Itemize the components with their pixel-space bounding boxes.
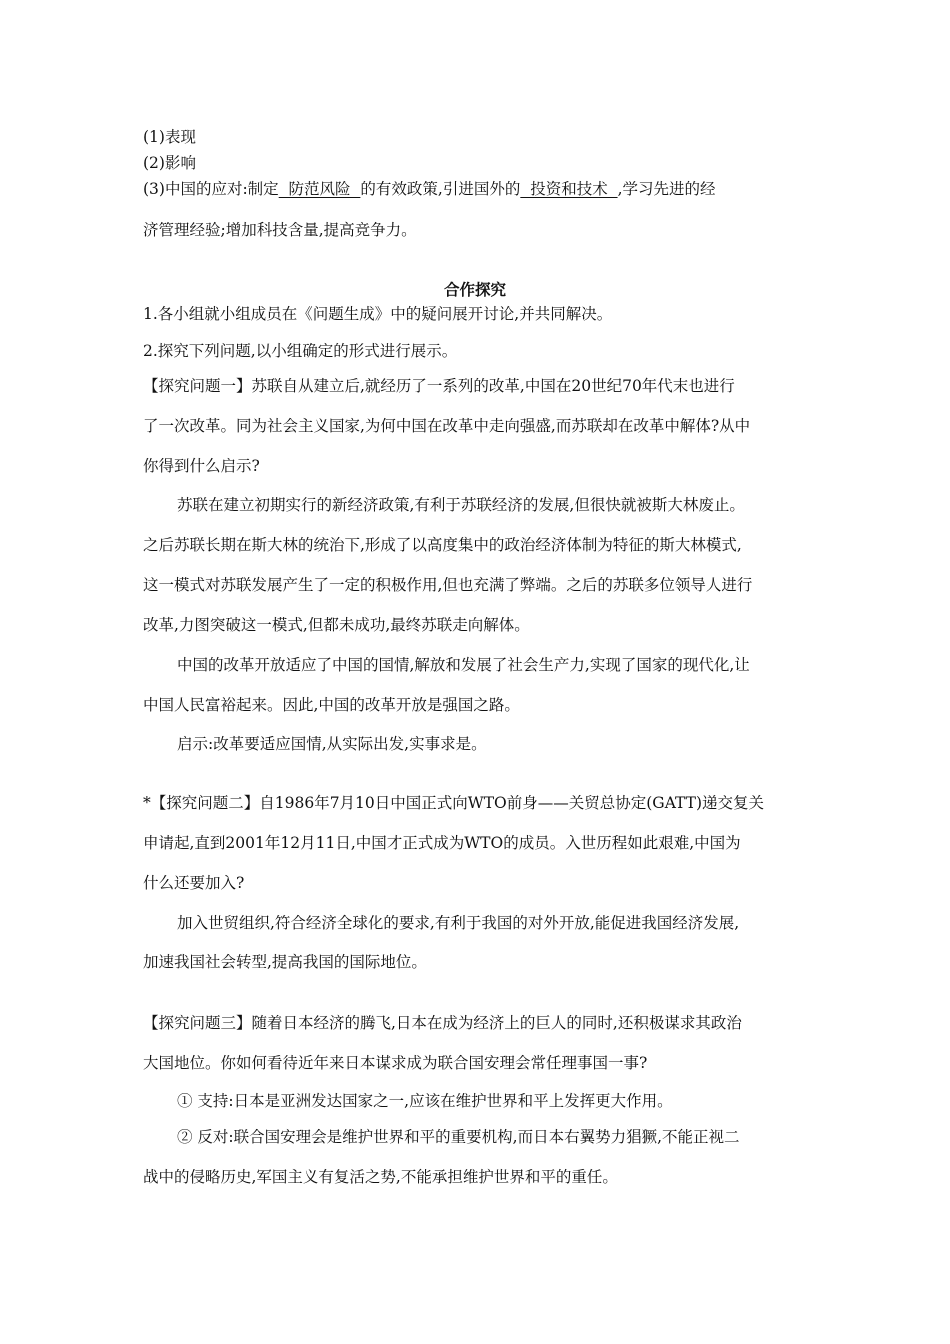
answer-1-line: 中国的改革开放适应了中国的国情,解放和发展了社会生产力,实现了国家的现代化,让 [177, 656, 750, 674]
instruction-2: 2.探究下列问题,以小组确定的形式进行展示。 [143, 342, 458, 360]
question-1-line: 【探究问题一】苏联自从建立后,就经历了一系列的改革,中国在20世纪70年代末也进行 [143, 377, 735, 395]
blank-answer-investment: 投资和技术 [520, 180, 618, 198]
answer-3-oppose: ② 反对:联合国安理会是维护世界和平的重要机构,而日本右翼势力猖獗,不能正视二 [177, 1128, 740, 1146]
response-line-2: 济管理经验;增加科技含量,提高竞争力。 [143, 221, 417, 239]
question-1-line: 你得到什么启示? [143, 457, 260, 475]
item-performance: (1)表现 [143, 128, 196, 146]
item-influence: (2)影响 [143, 154, 196, 172]
answer-1-line: 这一模式对苏联发展产生了一定的积极作用,但也充满了弊端。之后的苏联多位领导人进行 [143, 576, 753, 594]
answer-1-line: 中国人民富裕起来。因此,中国的改革开放是强国之路。 [143, 696, 520, 714]
answer-1-line: 改革,力图突破这一模式,但都未成功,最终苏联走向解体。 [143, 616, 530, 634]
answer-3-support: ① 支持:日本是亚洲发达国家之一,应该在维护世界和平上发挥更大作用。 [177, 1092, 673, 1110]
question-2-line: 什么还要加入? [143, 874, 245, 892]
answer-2-line: 加入世贸组织,符合经济全球化的要求,有利于我国的对外开放,能促进我国经济发展, [177, 914, 740, 932]
question-2-line: 申请起,直到2001年12月11日,中国才正式成为WTO的成员。入世历程如此艰难,中国为 [143, 834, 741, 852]
question-2-line: *【探究问题二】自1986年7月10日中国正式向WTO前身——关贸总协定(GATT)递交复关 [143, 794, 765, 812]
question-1-line: 了一次改革。同为社会主义国家,为何中国在改革中走向强盛,而苏联却在改革中解体?从中 [143, 417, 751, 435]
question-3-line: 大国地位。你如何看待近年来日本谋求成为联合国安理会常任理事国一事? [143, 1054, 648, 1072]
answer-1-line: 苏联在建立初期实行的新经济政策,有利于苏联经济的发展,但很快就被斯大林废止。 [177, 496, 745, 514]
answer-2-line: 加速我国社会转型,提高我国的国际地位。 [143, 953, 427, 971]
response-mid: 的有效政策,引进国外的 [360, 180, 521, 198]
enlightenment: 启示:改革要适应国情,从实际出发,实事求是。 [177, 735, 487, 753]
instruction-1: 1.各小组就小组成员在《问题生成》中的疑问展开讨论,并共同解决。 [143, 305, 613, 323]
item-china-response [143, 178, 823, 200]
answer-1-line: 之后苏联长期在斯大林的统治下,形成了以高度集中的政治经济体制为特征的斯大林模式, [143, 536, 742, 554]
response-suffix: ,学习先进的经 [617, 180, 716, 198]
section-title: 合作探究 [443, 280, 506, 299]
blank-answer-risk: 防范风险 [278, 180, 361, 198]
answer-3-oppose-cont: 战中的侵略历史,军国主义有复活之势,不能承担维护世界和平的重任。 [143, 1168, 618, 1186]
question-3-line: 【探究问题三】随着日本经济的腾飞,日本在成为经济上的巨人的同时,还积极谋求其政治 [143, 1014, 742, 1032]
response-prefix: (3)中国的应对:制定 [143, 180, 279, 198]
